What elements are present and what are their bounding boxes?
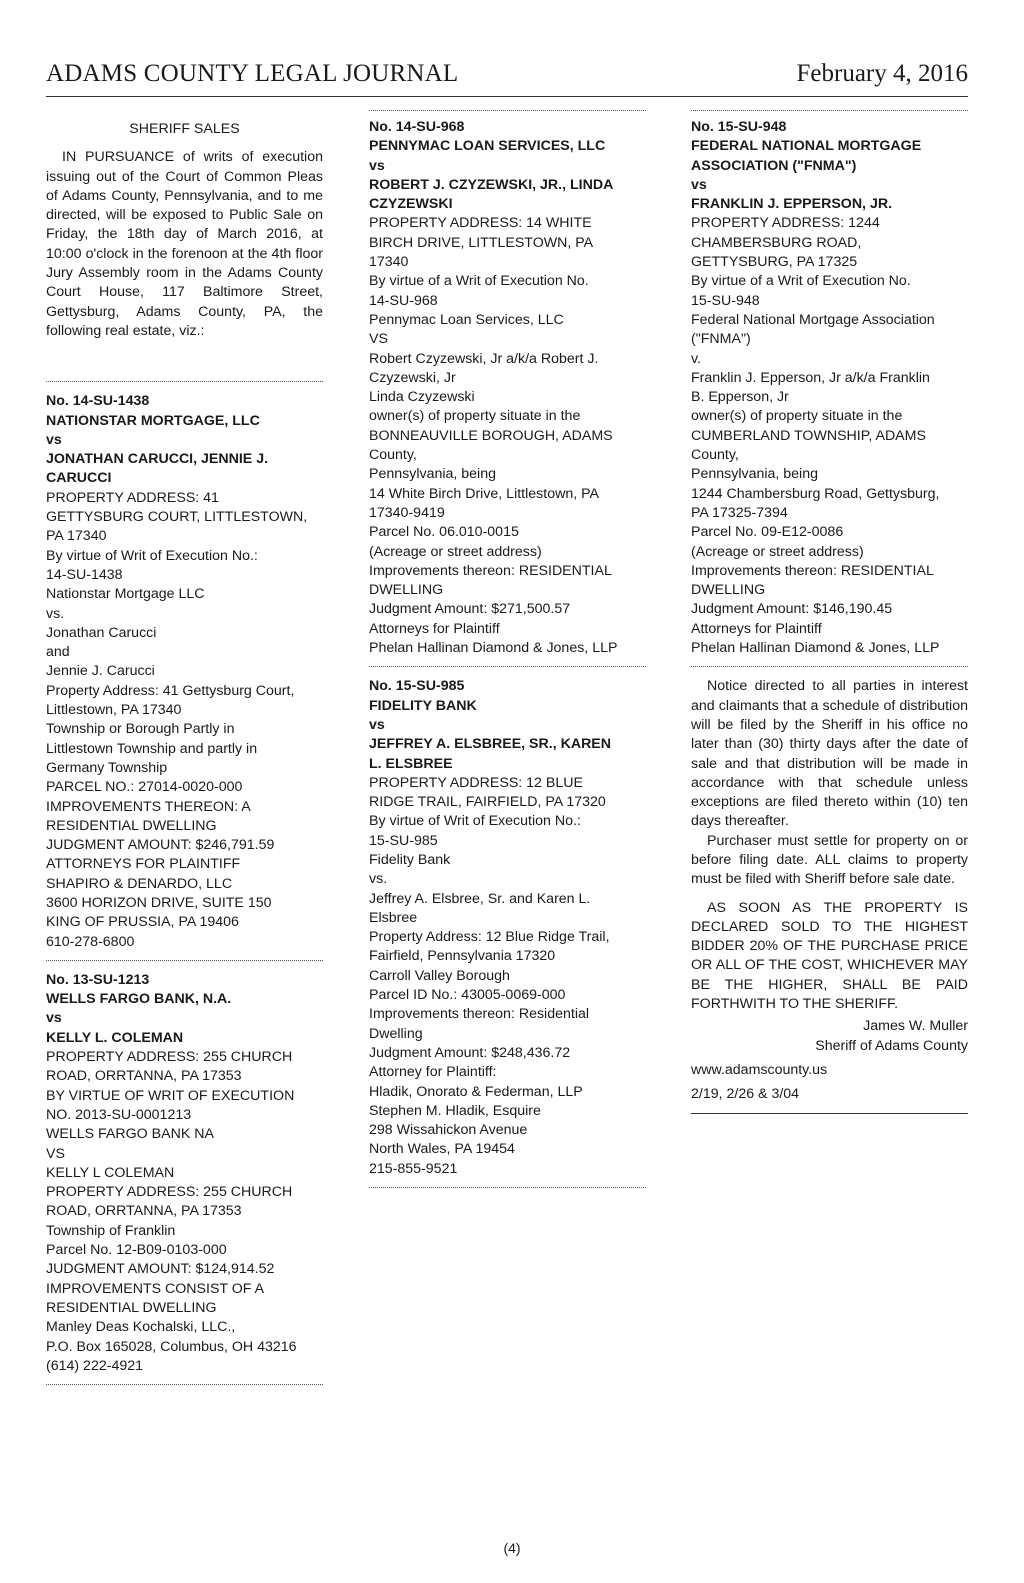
listing-detail-line: KING OF PRUSSIA, PA 19406 <box>46 914 239 931</box>
listing-detail-line: Linda Czyzewski <box>369 389 475 406</box>
case-caption-line: vs <box>691 176 707 193</box>
listing-detail-line: VS <box>46 1145 65 1162</box>
listing-detail-line: By virtue of Writ of Execution No.: <box>369 813 581 830</box>
listing-detail-line: Dwelling <box>369 1025 423 1042</box>
listing-detail-line: SHAPIRO & DENARDO, LLC <box>46 875 233 892</box>
listing-detail-line: IMPROVEMENTS THEREON: A <box>46 798 251 815</box>
listing-detail-line: Franklin J. Epperson, Jr a/k/a Franklin <box>691 369 930 386</box>
listing-detail-line: Pennymac Loan Services, LLC <box>369 311 564 328</box>
listing-detail-line: By virtue of Writ of Execution No.: <box>46 547 258 564</box>
section-heading: SHERIFF SALES <box>129 121 240 137</box>
case-caption-line: ASSOCIATION ("FNMA") <box>691 157 857 174</box>
listing-detail-line: CUMBERLAND TOWNSHIP, ADAMS <box>691 427 926 444</box>
publication-dates: 2/19, 2/26 & 3/04 <box>691 1086 800 1103</box>
listing-detail-line: NO. 2013-SU-0001213 <box>46 1106 192 1123</box>
listing-detail-line: Township or Borough Partly in <box>46 721 235 738</box>
divider <box>369 110 646 111</box>
listing-detail-line: Jennie J. Carucci <box>46 663 155 680</box>
listing-detail-line: 14 White Birch Drive, Littlestown, PA <box>369 485 599 502</box>
listing-detail-line: 17340 <box>369 254 409 271</box>
listing-detail-line: Jeffrey A. Elsbree, Sr. and Karen L. <box>369 890 591 907</box>
listing-detail-line: Parcel No. 12-B09-0103-000 <box>46 1242 227 1259</box>
listing-detail-line: (614) 222-4921 <box>46 1357 144 1374</box>
listing-detail-line: PA 17325-7394 <box>691 504 788 521</box>
divider <box>691 110 968 111</box>
case-caption-line: CZYZEWSKI <box>369 196 453 213</box>
listing-detail-line: Judgment Amount: $271,500.57 <box>369 601 571 618</box>
listing-detail-line: County, <box>369 447 417 464</box>
listing-detail-line: PARCEL NO.: 27014-0020-000 <box>46 779 243 796</box>
listing-detail-line: Township of Franklin <box>46 1222 176 1239</box>
listing-detail-line: 610-278-6800 <box>46 933 135 950</box>
listing-detail-line: Elsbree <box>369 909 418 926</box>
listing-detail-line: Hladik, Onorato & Federman, LLP <box>369 1083 583 1100</box>
listing-detail-line: PROPERTY ADDRESS: 14 WHITE <box>369 215 592 232</box>
listing-detail-line: ATTORNEYS FOR PLAINTIFF <box>46 856 241 873</box>
listing-detail-line: 3600 HORIZON DRIVE, SUITE 150 <box>46 894 272 911</box>
listing-detail-line: 14-SU-968 <box>369 292 438 309</box>
case-caption-line: ROBERT J. CZYZEWSKI, JR., LINDA <box>369 176 614 193</box>
case-caption-line: FEDERAL NATIONAL MORTGAGE <box>691 138 922 155</box>
listing-detail-line: PA 17340 <box>46 528 107 545</box>
listing-detail-line: and <box>46 644 70 661</box>
listing-detail-line: Fidelity Bank <box>369 851 451 868</box>
sale-listing <box>46 971 323 1376</box>
divider <box>46 1384 323 1385</box>
listing-detail-line: Fairfield, Pennsylvania 17320 <box>369 948 556 965</box>
listing-detail-line: ROAD, ORRTANNA, PA 17353 <box>46 1068 242 1085</box>
case-caption-line: KELLY L. COLEMAN <box>46 1029 184 1046</box>
listing-detail-line: PROPERTY ADDRESS: 255 CHURCH <box>46 1184 293 1201</box>
column-2 <box>369 118 646 1198</box>
listing-detail-line: By virtue of a Writ of Execution No. <box>691 273 911 290</box>
case-caption-line: vs <box>46 431 62 448</box>
sale-listing <box>46 392 323 952</box>
listing-detail-line: Parcel No. 06.010-0015 <box>369 524 519 541</box>
listing-detail-line: Czyzewski, Jr <box>369 369 456 386</box>
listing-detail-line: Judgment Amount: $146,190.45 <box>691 601 893 618</box>
listing-detail-line: Parcel No. 09-E12-0086 <box>691 524 844 541</box>
listing-detail-line: RESIDENTIAL DWELLING <box>46 1299 217 1316</box>
listing-detail-line: 17340-9419 <box>369 504 445 521</box>
listing-detail-line: BIRCH DRIVE, LITTLESTOWN, PA <box>369 234 594 251</box>
distribution-notice: Notice directed to all parties in interest and claimants that a schedule of distribution will be filed by the Sheriff in his office no later than (30) thirty days after the date of sale and that distribution will be made in accordance with that schedule unless exceptions are filed thereto within (10) ten days thereafter. <box>691 678 968 830</box>
listing-detail-line: Phelan Hallinan Diamond & Jones, LLP <box>691 640 940 657</box>
settlement-notice: Purchaser must settle for property on or before filing date. ALL claims to property must be filed with Sheriff before sale date. <box>691 832 968 888</box>
listing-detail-line: RIDGE TRAIL, FAIRFIELD, PA 17320 <box>369 794 606 811</box>
listing-detail-line: GETTYSBURG COURT, LITTLESTOWN, <box>46 509 308 526</box>
divider <box>369 1187 646 1188</box>
listing-detail-line: Parcel ID No.: 43005-0069-000 <box>369 987 566 1004</box>
listing-detail-line: (Acreage or street address) <box>369 543 542 560</box>
listing-detail-line: Carroll Valley Borough <box>369 967 510 984</box>
listing-detail-line: DWELLING <box>691 582 766 599</box>
divider <box>46 381 323 382</box>
case-caption-line: JEFFREY A. ELSBREE, SR., KAREN <box>369 736 612 753</box>
listing-detail-line: Attorney for Plaintiff: <box>369 1064 497 1081</box>
listing-detail-line: JUDGMENT AMOUNT: $124,914.52 <box>46 1261 275 1278</box>
listing-detail-line: JUDGMENT AMOUNT: $246,791.59 <box>46 837 275 854</box>
listing-detail-line: CHAMBERSBURG ROAD, <box>691 234 862 251</box>
case-number: No. 14-SU-968 <box>369 119 465 135</box>
listing-detail-line: PROPERTY ADDRESS: 255 CHURCH <box>46 1049 293 1066</box>
sale-listing <box>369 677 646 1179</box>
listing-detail-line: PROPERTY ADDRESS: 1244 <box>691 215 880 232</box>
listing-detail-line: Attorneys for Plaintiff <box>691 620 822 637</box>
case-caption-line: PENNYMAC LOAN SERVICES, LLC <box>369 138 606 155</box>
listing-detail-line: PROPERTY ADDRESS: 41 <box>46 489 219 506</box>
column-3 <box>691 118 968 1114</box>
county-website: www.adamscounty.us <box>691 1061 828 1078</box>
listing-detail-line: BONNEAUVILLE BOROUGH, ADAMS <box>369 427 613 444</box>
listing-detail-line: Robert Czyzewski, Jr a/k/a Robert J. <box>369 350 599 367</box>
listing-detail-line: Stephen M. Hladik, Esquire <box>369 1102 541 1119</box>
masthead <box>46 56 968 97</box>
case-caption-line: FRANKLIN J. EPPERSON, JR. <box>691 196 893 213</box>
listing-detail-line: WELLS FARGO BANK NA <box>46 1126 214 1143</box>
listing-detail-line: Pennsylvania, being <box>691 466 818 483</box>
divider <box>46 960 323 961</box>
end-rule <box>691 1113 968 1114</box>
listing-detail-line: Property Address: 41 Gettysburg Court, <box>46 682 295 699</box>
listing-detail-line: vs. <box>369 871 388 888</box>
case-caption-line: L. ELSBREE <box>369 755 453 772</box>
listing-detail-line: Nationstar Mortgage LLC <box>46 586 205 603</box>
listing-detail-line: Littlestown, PA 17340 <box>46 702 182 719</box>
case-caption-line: CARUCCI <box>46 470 112 487</box>
listing-detail-line: Improvements thereon: RESIDENTIAL <box>369 562 612 579</box>
listing-detail-line: 14-SU-1438 <box>46 566 123 583</box>
case-caption-line: WELLS FARGO BANK, N.A. <box>46 991 232 1008</box>
case-number: No. 15-SU-985 <box>369 678 465 695</box>
listing-detail-line: Property Address: 12 Blue Ridge Trail, <box>369 929 610 946</box>
listing-detail-line: 15-SU-985 <box>369 832 438 849</box>
listing-detail-line: owner(s) of property situate in the <box>369 408 581 425</box>
listing-detail-line: IMPROVEMENTS CONSIST OF A <box>46 1280 265 1297</box>
case-caption-line: vs <box>369 157 385 174</box>
case-caption-line: vs <box>46 1010 62 1027</box>
listing-detail-line: DWELLING <box>369 582 444 599</box>
listing-detail-line: 15-SU-948 <box>691 292 760 309</box>
sheriff-title: Sheriff of Adams County <box>815 1037 968 1054</box>
sheriff-name: James W. Muller <box>863 1018 968 1035</box>
listing-detail-line: 298 Wissahickon Avenue <box>369 1122 528 1139</box>
listing-detail-line: 215-855-9521 <box>369 1160 458 1177</box>
listing-detail-line: KELLY L COLEMAN <box>46 1164 175 1181</box>
case-number: No. 14-SU-1438 <box>46 393 150 410</box>
listing-detail-line: RESIDENTIAL DWELLING <box>46 817 217 834</box>
case-caption-line: JONATHAN CARUCCI, JENNIE J. <box>46 451 269 468</box>
case-number: No. 15-SU-948 <box>691 119 787 135</box>
case-caption-line: vs <box>369 716 385 733</box>
listing-detail-line: B. Epperson, Jr <box>691 389 789 406</box>
listing-detail-line: Federal National Mortgage Association <box>691 311 935 328</box>
listing-detail-line: Improvements thereon: RESIDENTIAL <box>691 562 934 579</box>
listing-detail-line: v. <box>691 350 701 367</box>
listing-detail-line: Littlestown Township and partly in <box>46 740 258 757</box>
payment-notice: AS SOON AS THE PROPERTY IS DECLARED SOLD TO THE HIGHEST BIDDER 20% OF THE PURCHASE PRICE OR ALL OF THE COST, WHICHEVER MAY BE THE HIGHER, SHALL BE PAID FORTHWITH TO THE SHERIFF. <box>691 899 968 1013</box>
listing-detail-line: ROAD, ORRTANNA, PA 17353 <box>46 1203 242 1220</box>
listing-detail-line: Judgment Amount: $248,436.72 <box>369 1044 571 1061</box>
listing-detail-line: (Acreage or street address) <box>691 543 864 560</box>
listing-detail-line: North Wales, PA 19454 <box>369 1141 515 1158</box>
listing-detail-line: GETTYSBURG, PA 17325 <box>691 254 858 271</box>
listing-detail-line: VS <box>369 331 388 348</box>
divider <box>369 666 646 667</box>
listing-detail-line: PROPERTY ADDRESS: 12 BLUE <box>369 774 583 791</box>
intro-paragraph: IN PURSUANCE of writs of execution issuing out of the Court of Common Pleas of Adams County, Pennsylvania, and to me directed, will be exposed to Public Sale on Friday, the 18th day of March 2016, at 10:00 o'clock in the forenoon at the 4th floor Jury Assembly room in the Adams County Court House, 117 Baltimore Street, Gettysburg, Adams County, PA, the following real estate, viz.: <box>46 149 323 339</box>
listing-detail-line: P.O. Box 165028, Columbus, OH 43216 <box>46 1338 297 1355</box>
journal-title: ADAMS COUNTY LEGAL JOURNAL <box>46 60 459 87</box>
divider <box>691 666 968 667</box>
listing-detail-line: 1244 Chambersburg Road, Gettysburg, <box>691 485 940 502</box>
listing-detail-line: Germany Township <box>46 759 168 776</box>
case-caption-line: NATIONSTAR MORTGAGE, LLC <box>46 412 260 429</box>
listing-detail-line: owner(s) of property situate in the <box>691 408 903 425</box>
listing-detail-line: Pennsylvania, being <box>369 466 496 483</box>
listing-detail-line: ("FNMA") <box>691 331 751 348</box>
issue-date: February 4, 2016 <box>796 60 968 87</box>
listing-detail-line: Attorneys for Plaintiff <box>369 620 500 637</box>
sale-listing <box>691 118 968 658</box>
listing-detail-line: Manley Deas Kochalski, LLC., <box>46 1319 236 1336</box>
sale-listing <box>369 118 646 658</box>
listing-detail-line: County, <box>691 447 739 464</box>
listing-detail-line: By virtue of a Writ of Execution No. <box>369 273 589 290</box>
case-number: No. 13-SU-1213 <box>46 971 150 988</box>
listing-detail-line: Improvements thereon: Residential <box>369 1006 590 1023</box>
page-number: (4) <box>503 1540 521 1556</box>
column-1 <box>46 118 323 1395</box>
listing-detail-line: BY VIRTUE OF WRIT OF EXECUTION <box>46 1087 295 1104</box>
listing-detail-line: Phelan Hallinan Diamond & Jones, LLP <box>369 640 618 657</box>
listing-detail-line: vs. <box>46 605 65 622</box>
listing-detail-line: Jonathan Carucci <box>46 624 157 641</box>
case-caption-line: FIDELITY BANK <box>369 697 477 714</box>
